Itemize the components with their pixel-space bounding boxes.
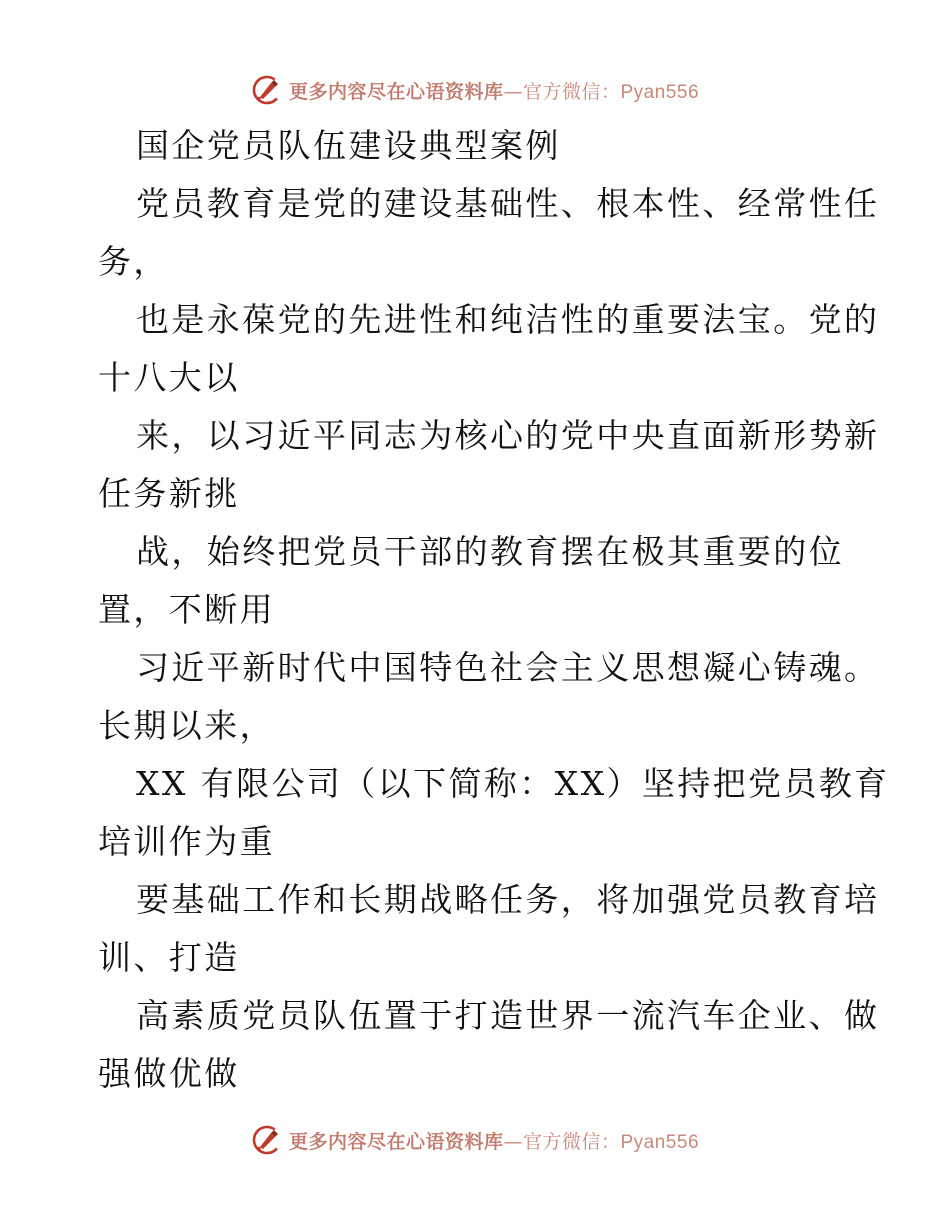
text-line: 党员教育是党的建设基础性、根本性、经常性任: [136, 184, 880, 223]
text-line: 训、打造: [98, 938, 240, 977]
banner-site-name: 更多内容尽在心语资料库: [288, 1130, 504, 1153]
text-line: 高素质党员队伍置于打造世界一流汽车企业、做: [136, 996, 880, 1035]
text-line: 务，: [98, 242, 169, 281]
text-line: 习近平新时代中国特色社会主义思想凝心铸魂。: [136, 648, 880, 687]
banner-text: [289, 1127, 699, 1154]
text-line: 也是永葆党的先进性和纯洁性的重要法宝。党的: [136, 300, 880, 339]
banner-wechat-label: 官方微信：: [522, 1130, 621, 1153]
banner-site-name: 更多内容尽在心语资料库: [288, 80, 504, 103]
banner-dash: —: [503, 1130, 523, 1153]
text-line: XX 有限公司（以下简称：XX）坚持把党员教育: [136, 764, 890, 803]
text-line: 战，始终把党员干部的教育摆在极其重要的位: [136, 532, 844, 571]
text-line: 十八大以: [98, 358, 240, 397]
banner-dash: —: [503, 80, 523, 103]
text-line: 要基础工作和长期战略任务，将加强党员教育培: [136, 880, 880, 919]
text-line: 来，以习近平同志为核心的党中央直面新形势新: [136, 416, 880, 455]
text-line: 长期以来，: [98, 706, 275, 745]
document-title: 国企党员队伍建设典型案例: [136, 126, 561, 165]
footer-banner: [0, 1120, 950, 1160]
header-banner: [0, 70, 950, 110]
banner-wechat-id: Pyan556: [620, 81, 700, 103]
pen-nib-logo-icon: [251, 1124, 283, 1156]
banner-text: [289, 77, 699, 104]
text-line: 置，不断用: [98, 590, 275, 629]
banner-wechat-label: 官方微信：: [522, 80, 621, 103]
text-line: 任务新挑: [98, 474, 240, 513]
text-line: 强做优做: [98, 1054, 240, 1093]
document-body: [98, 117, 890, 1103]
banner-wechat-id: Pyan556: [620, 1131, 700, 1153]
text-line: 培训作为重: [98, 822, 275, 861]
pen-nib-logo-icon: [251, 74, 283, 106]
